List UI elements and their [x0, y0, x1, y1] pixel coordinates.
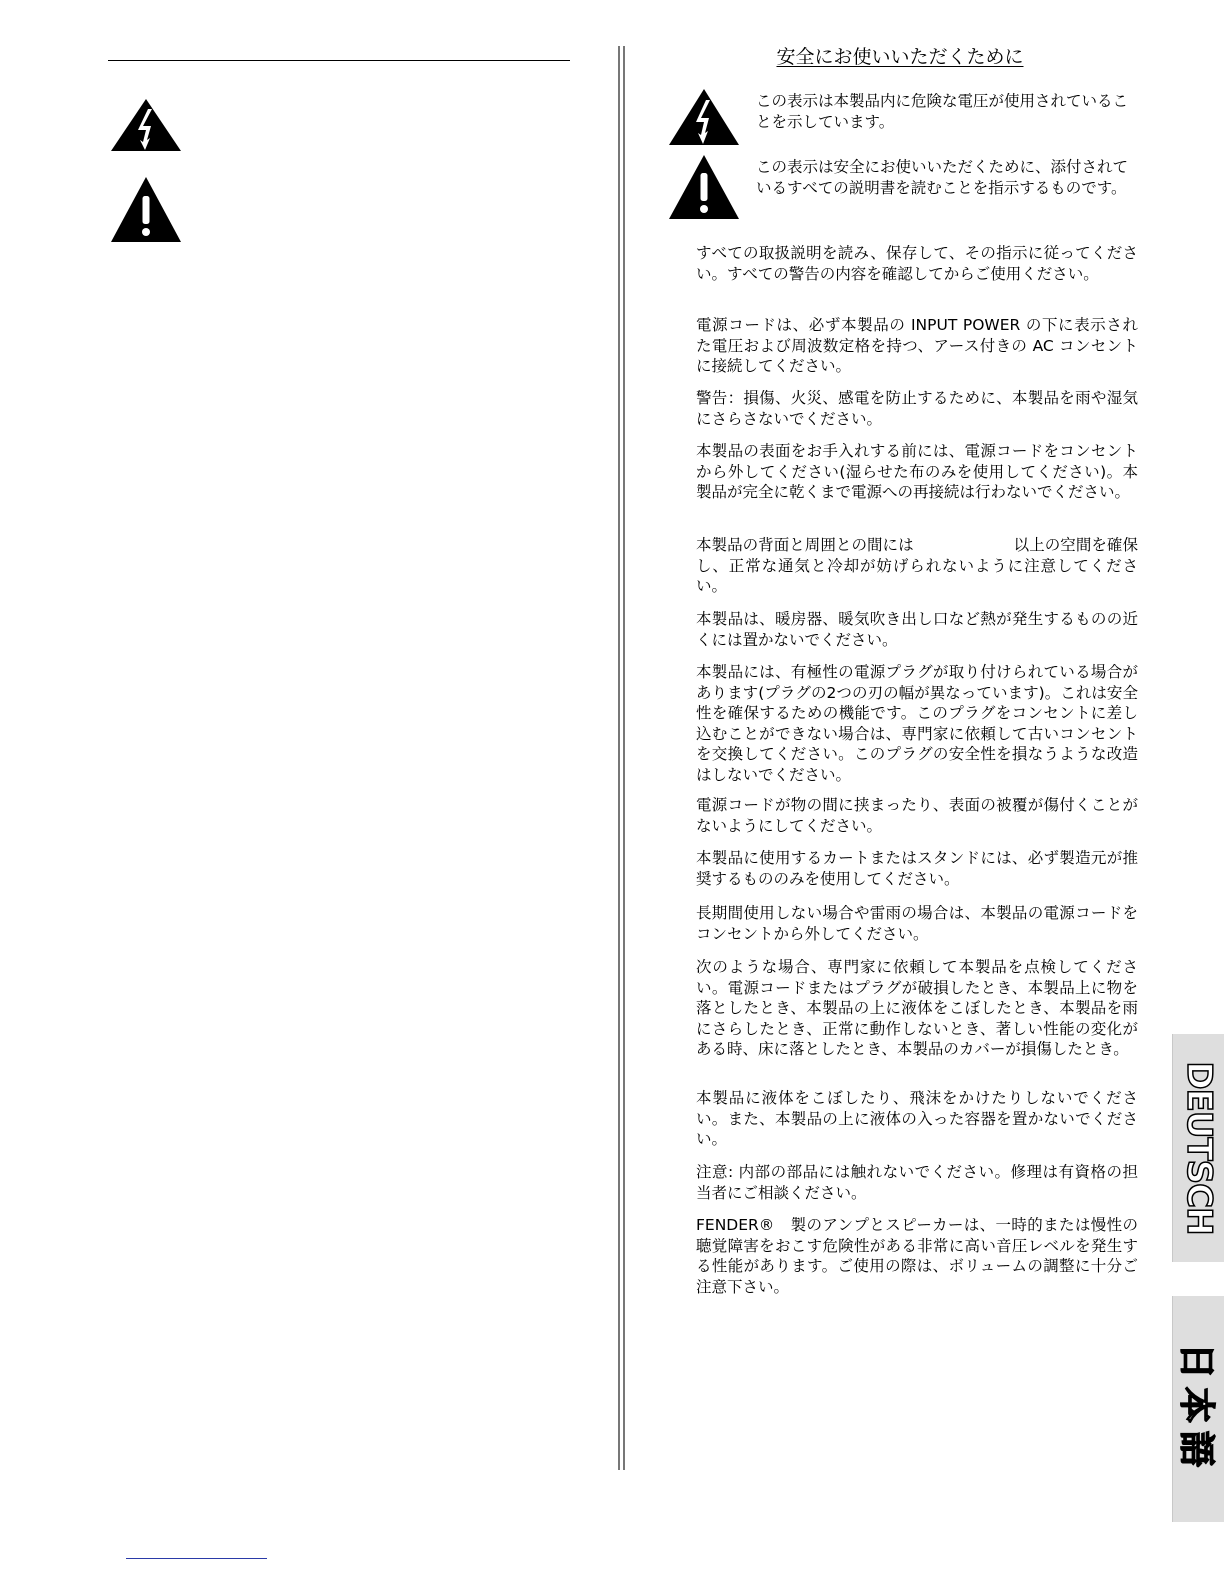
spacing-prefix: 本製品の背面と周囲との間には	[696, 536, 914, 554]
spacing-text: 以上の空間を確保し、正常な通気と冷却が妨げられないように注意してください。	[696, 536, 1138, 595]
column-divider	[623, 46, 625, 1470]
safety-paragraph-spacing	[696, 535, 1138, 597]
safety-paragraph: 次のような場合、専門家に依頼して本製品を点検してください。電源コードまたはプラグが破損したとき、本製品上に物を落としたとき、本製品の上に液体をこぼしたとき、本製品を雨にさらしたとき、正常に動作しないとき、著しい性能の変化がある時、床に落としたとき、本製品のカバーが損傷したとき。	[696, 958, 1138, 1058]
fender-warning-text: 製のアンプとスピーカーは、一時的または慢性の聴覚障害をおこす危険性がある非常に高い音圧レベルを発生する性能があります。ご使用の際は、ボリュームの調整に十分ご注意下さい。	[696, 1216, 1138, 1296]
tab-japanese[interactable]	[1172, 1296, 1224, 1522]
page-title: 安全にお使いいただくために	[776, 46, 1024, 68]
column-divider	[618, 46, 620, 1470]
safety-paragraph: 電源コードは、必ず本製品の INPUT POWER の下に表示された電圧および周波数定格を持つ、アース付きの AC コンセントに接続してください。	[696, 316, 1138, 375]
safety-paragraph-fender	[696, 1215, 1138, 1297]
safety-paragraph: 注意: 内部の部品には触れないでください。修理は有資格の担当者にご相談ください。	[696, 1163, 1138, 1202]
lightning-warning-icon	[110, 98, 182, 152]
safety-paragraph: 本製品の表面をお手入れする前には、電源コードをコンセントから外してください(湿らせた布のみを使用してください)。本製品が完全に乾くまで電源への再接続は行わないでください。	[696, 442, 1138, 501]
safety-paragraph: すべての取扱説明を読み、保存して、その指示に従ってください。すべての警告の内容を確認してからご使用ください。	[696, 244, 1138, 283]
footer-rule	[126, 1558, 267, 1559]
exclamation-symbol-description: この表示は安全にお使いいただくために、添付されているすべての説明書を読むことを指示するものです。	[756, 158, 1129, 197]
exclamation-warning-icon	[110, 176, 182, 243]
tab-deutsch[interactable]	[1172, 1034, 1224, 1262]
left-header-rule	[108, 60, 570, 61]
safety-paragraph: 本製品は、暖房器、暖気吹き出し口など熱が発生するものの近くには置かないでください。	[696, 610, 1138, 649]
safety-paragraph: 電源コードが物の間に挟まったり、表面の被覆が傷付くことがないようにしてください。	[696, 796, 1138, 835]
safety-paragraph: 本製品に液体をこぼしたり、飛沫をかけたりしないでください。また、本製品の上に液体の入った容器を置かないでください。	[696, 1089, 1138, 1148]
exclamation-warning-icon	[668, 154, 740, 220]
lightning-warning-icon	[668, 88, 740, 146]
safety-paragraph: 長期間使用しない場合や雷雨の場合は、本製品の電源コードをコンセントから外してください。	[696, 904, 1138, 943]
safety-paragraph: 本製品には、有極性の電源プラグが取り付けられている場合があります(プラグの2つの刃の幅が異なっています)。これは安全性を確保するための機能です。このプラグをコンセントに差し込むことができない場合は、専門家に依頼して古いコンセントを交換してください。このプラグの安全性を損なうような改造はしないでください。	[696, 663, 1138, 784]
lightning-symbol-description: この表示は本製品内に危険な電圧が使用されていることを示しています。	[756, 92, 1129, 131]
safety-paragraph: 警告：損傷、火災、感電を防止するために、本製品を雨や湿気にさらさないでください。	[696, 389, 1138, 428]
brand-name: FENDER®	[696, 1216, 775, 1234]
tab-japanese-label: 日本語	[1175, 1342, 1217, 1476]
tab-deutsch-label: DEUTSCH	[1179, 1061, 1219, 1235]
safety-paragraph: 本製品に使用するカートまたはスタンドには、必ず製造元が推奨するもののみを使用してください。	[696, 849, 1138, 888]
